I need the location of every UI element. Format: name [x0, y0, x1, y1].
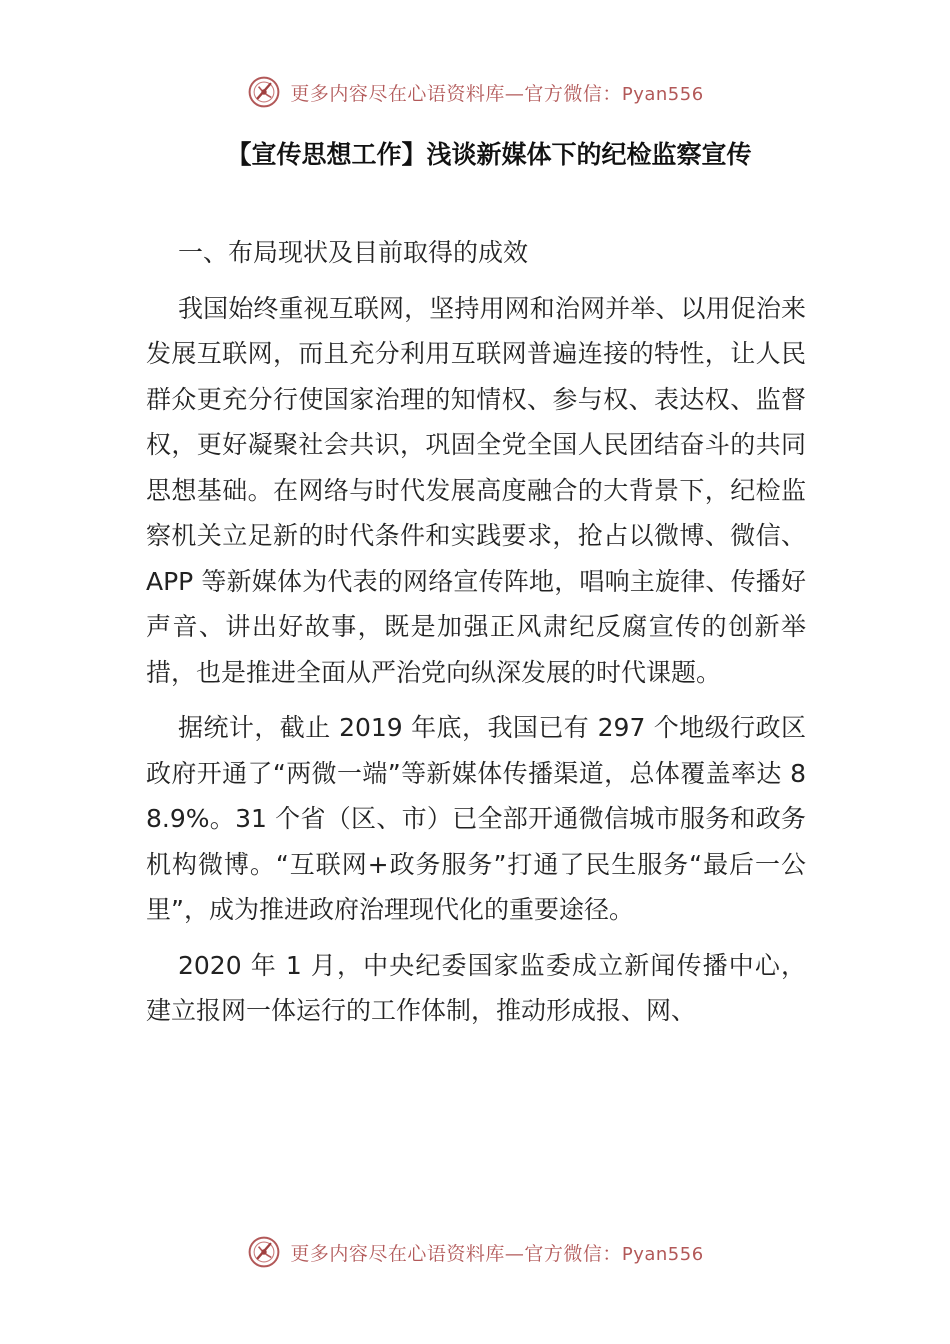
paragraph: 我国始终重视互联网，坚持用网和治网并举、以用促治来发展互联网，而且充分利用互联网普遍连接的特性，让人民群众更充分行使国家治理的知情权、参与权、表达权、监督权，更好凝聚社会共识，巩固全党全国人民团结奋斗的共同思想基础。在网络与时代发展高度融合的大背景下，纪检监察机关立足新的时代条件和实践要求，抢占以微博、微信、APP 等新媒体为代表的网络宣传阵地，唱响主旋律、传播好声音、讲出好故事，既是加强正风肃纪反腐宣传的创新举措，也是推进全面从严治党向纵深发展的时代课题。	[146, 293, 806, 687]
document-title: 【宣传思想工作】浅谈新媒体下的纪检监察宣传	[226, 140, 752, 169]
logo-icon	[246, 74, 282, 110]
section-heading: 一、布局现状及目前取得的成效	[178, 238, 529, 267]
paragraph: 据统计，截止 2019 年底，我国已有 297 个地级行政区政府开通了“两微一端”等新媒体传播渠道，总体覆盖率达 88.9%。31 个省（区、市）已全部开通微信城市服务和政务机构微博。“互联网+政务服务”打通了民生服务“最后一公里”，成为推进政府治理现代化的重要途径。	[146, 713, 806, 924]
logo-icon	[246, 1234, 282, 1270]
watermark-handle: Pyan556	[621, 83, 704, 105]
document-body	[146, 230, 806, 1044]
paragraph: 2020 年 1 月，中央纪委国家监委成立新闻传播中心，建立报网一体运行的工作体制，推动形成报、网、	[146, 950, 806, 1025]
watermark-text: 更多内容尽在心语资料库—官方微信：Pyan556	[290, 1242, 704, 1265]
watermark-handle: Pyan556	[621, 1243, 704, 1265]
watermark-text: 更多内容尽在心语资料库—官方微信：Pyan556	[290, 82, 704, 105]
footer-watermark	[0, 1232, 950, 1272]
header-watermark	[0, 72, 950, 112]
